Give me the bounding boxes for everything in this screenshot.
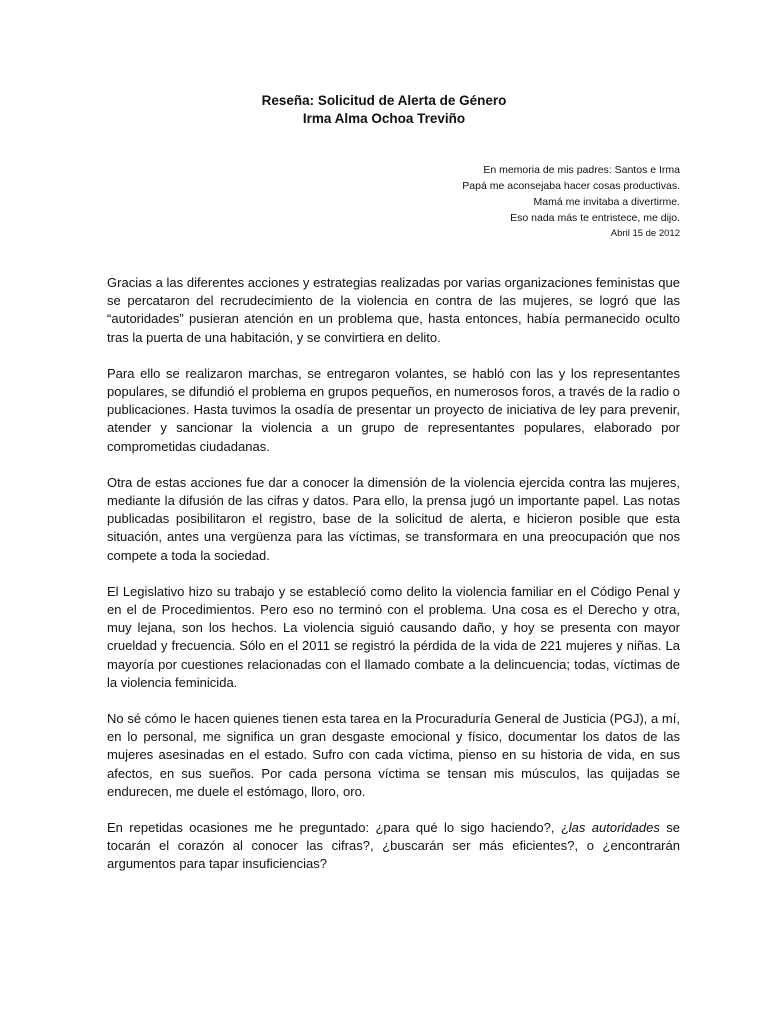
- body-paragraph: Gracias a las diferentes acciones y estrategias realizadas por varias organizaciones feministas que se percataron del recrudecimiento de la violencia en contra de las mujeres, se logró que las “autoridades” pusieran atención en un problema que, hasta entonces, había permanecido oculto tras la puerta de una habitación, y se convirtiera en delito.: [107, 275, 680, 345]
- final-text-italic: las autoridades: [568, 820, 660, 836]
- final-text-after: se tocarán el corazón al conocer las cifras?, ¿buscarán ser más eficientes?, o ¿encontrarán argumentos para tapar insuficiencias?: [107, 820, 680, 872]
- body-paragraph: No sé cómo le hacen quienes tienen esta tarea en la Procuraduría General de Justicia (PGJ), a mí, en lo personal, me significa un gran desgaste emocional y físico, documentar los datos de las mujeres asesinadas en el estado. Sufro con cada víctima, pienso en su historia de vida, en sus afectos, en sus sueños. Por cada persona víctima se tensan mis músculos, las quijadas se endurecen, me duele el estómago, lloro, oro.: [107, 711, 680, 799]
- dedication-line: Mamá me invitaba a divertirme.: [533, 196, 680, 208]
- dedication-date: Abril 15 de 2012: [610, 228, 680, 239]
- document-body: [107, 274, 680, 874]
- body-paragraph: Para ello se realizaron marchas, se entregaron volantes, se habló con las y los representantes populares, se difundió el problema en grupos pequeños, en numerosos foros, a través de la radio o publicaciones. Hasta tuvimos la osadía de presentar un proyecto de iniciativa de ley para prevenir, atender y sancionar la violencia a un grupo de representantes populares, elaborado por comprometidas ciudadanas.: [107, 365, 680, 454]
- dedication-line: Papá me aconsejaba hacer cosas productivas.: [462, 180, 680, 192]
- document-author: Irma Alma Ochoa Treviño: [302, 111, 466, 126]
- body-paragraph-final: [107, 819, 680, 874]
- body-paragraph: El Legislativo hizo su trabajo y se estableció como delito la violencia familiar en el Código Penal y en el de Procedimientos. Pero eso no terminó con el problema. Una cosa es el Derecho y otra, muy lejana, son los hechos. La violencia siguió causando daño, y hoy se presenta con mayor crueldad y frecuencia. Sólo en el 2011 se registró la pérdida de la vida de 221 mujeres y niñas. La mayoría por cuestiones relacionadas con el llamado combate a la delincuencia; todas, víctimas de la violencia feminicida.: [107, 583, 680, 690]
- dedication-line: En memoria de mis padres: Santos e Irma: [483, 164, 680, 176]
- dedication-block: [320, 162, 680, 242]
- final-text-before: En repetidas ocasiones me he preguntado: ¿para qué lo sigo haciendo?, ¿: [107, 820, 569, 836]
- document-title: Reseña: Solicitud de Alerta de Género: [261, 93, 507, 108]
- dedication-line: Eso nada más te entristece, me dijo.: [510, 212, 680, 224]
- body-paragraph: Otra de estas acciones fue dar a conocer la dimensión de la violencia ejercida contra las mujeres, mediante la difusión de las cifras y datos. Para ello, la prensa jugó un importante papel. Las notas publicadas posibilitaron el registro, base de la solicitud de alerta, e hicieron posible que esta situación, antes una vergüenza para las víctimas, se transformara en una preocupación que nos compete a toda la sociedad.: [107, 474, 680, 563]
